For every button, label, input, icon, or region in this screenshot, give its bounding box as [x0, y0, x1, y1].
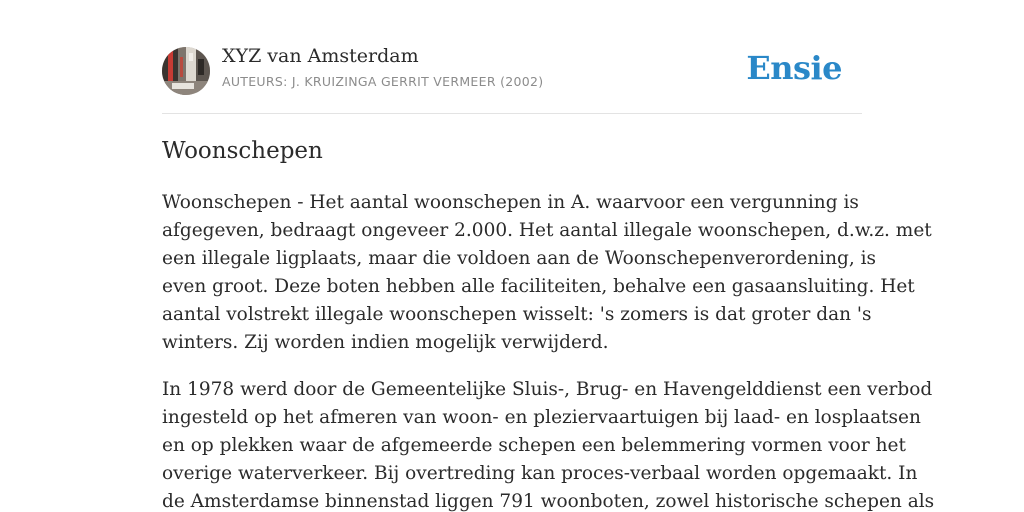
paragraph — [162, 189, 932, 357]
text-line: ingesteld op het afmeren van woon- en pleziervaartuigen bij laad- en losplaatsen — [162, 407, 921, 428]
text-line: In 1978 werd door de Gemeentelijke Sluis-, Brug- en Havengelddienst een verbod — [162, 379, 933, 400]
text-line: overige waterverkeer. Bij overtreding kan proces-verbaal worden opgemaakt. In — [162, 463, 918, 484]
text-line: aantal volstrekt illegale woonschepen wisselt: 's zomers is dat groter dan 's — [162, 304, 872, 325]
text-line: winters. Zij worden indien mogelijk verwijderd. — [162, 332, 609, 353]
text-line: een illegale ligplaats, maar die voldoen aan de Woonschepenverordening, is — [162, 248, 877, 269]
book-cover-thumbnail[interactable] — [162, 47, 210, 95]
content-column — [162, 0, 935, 512]
paragraph — [162, 376, 935, 512]
text-line: even groot. Deze boten hebben alle faciliteiten, behalve een gasaansluiting. Het — [162, 276, 915, 297]
entry-title: Woonschepen — [162, 138, 323, 164]
book-cover-image — [162, 47, 210, 95]
text-line: de Amsterdamse binnenstad liggen 791 woonboten, zowel historische schepen als — [162, 491, 935, 512]
text-line: afgegeven, bedraagt ongeveer 2.000. Het aantal illegale woonschepen, d.w.z. met — [162, 220, 932, 241]
text-line: Woonschepen - Het aantal woonschepen in A. waarvoor een vergunning is — [162, 192, 859, 213]
entry-body — [162, 189, 935, 512]
ensie-logo[interactable]: Ensie — [746, 49, 842, 87]
book-authors: AUTEURS: J. KRUIZINGA GERRIT VERMEER (2002) — [222, 74, 544, 89]
text-line: en op plekken waar de afgemeerde schepen een belemmering vormen voor het — [162, 435, 906, 456]
header — [162, 0, 862, 114]
book-title[interactable]: XYZ van Amsterdam — [222, 45, 419, 67]
